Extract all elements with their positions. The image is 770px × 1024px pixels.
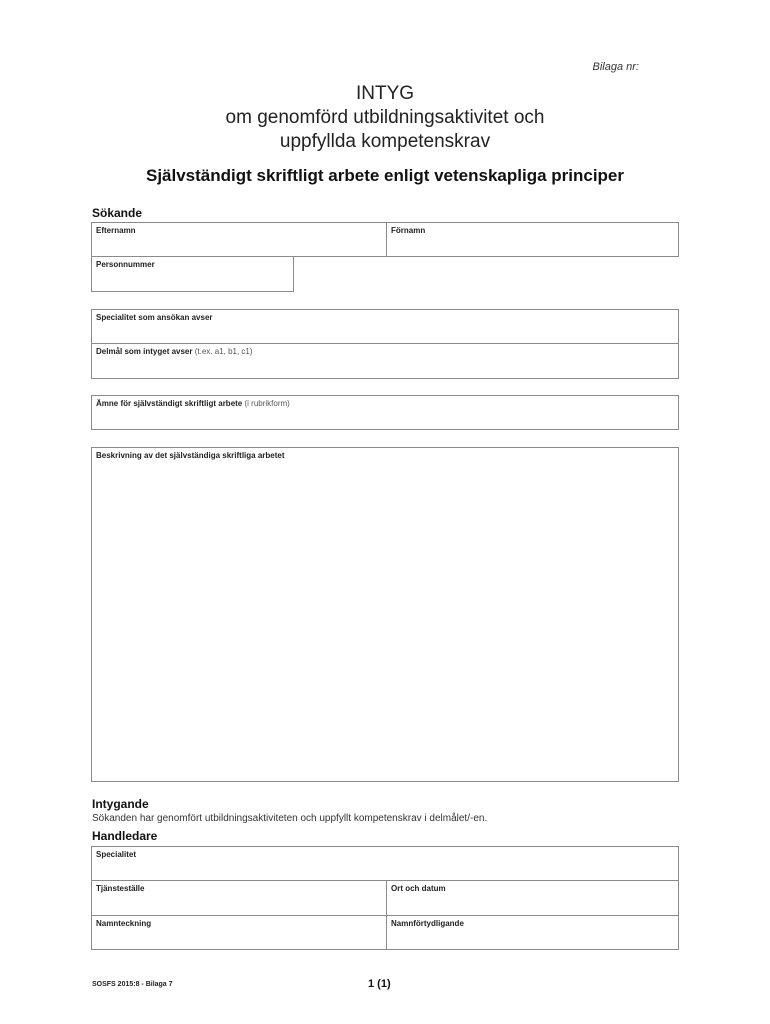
- personnummer-label: Personnummer: [96, 260, 155, 269]
- form-subtitle: Självständigt skriftligt arbete enligt vetenskapliga principer: [145, 166, 625, 185]
- efternamn-field[interactable]: [91, 222, 387, 257]
- efternamn-label: Efternamn: [96, 226, 136, 235]
- delmal-hint: (t.ex. a1, b1, c1): [194, 347, 253, 356]
- beskrivning-label: Beskrivning av det självständiga skriftliga arbetet: [96, 451, 285, 460]
- intygande-heading: Intygande: [92, 797, 149, 811]
- footer-reference: SOSFS 2015:8 - Bilaga 7: [92, 981, 173, 988]
- title-line-3: uppfyllda kompetenskrav: [279, 131, 491, 152]
- beskrivning-field[interactable]: [91, 447, 679, 782]
- bilaga-label: Bilaga nr:: [592, 61, 639, 73]
- tjanstestalle-field[interactable]: [91, 880, 387, 916]
- handledare-specialitet-field[interactable]: [91, 846, 679, 881]
- delmal-field[interactable]: [91, 343, 679, 379]
- title-line-2: om genomförd utbildningsaktivitet och: [225, 107, 545, 128]
- handledare-specialitet-label: Specialitet: [96, 850, 137, 859]
- amne-hint: (i rubrikform): [244, 399, 290, 408]
- ort-datum-field[interactable]: [386, 880, 679, 916]
- fornamn-label: Förnamn: [391, 226, 426, 235]
- handledare-heading: Handledare: [92, 829, 158, 843]
- ort-datum-label: Ort och datum: [391, 884, 446, 893]
- page-number: 1 (1): [368, 978, 391, 990]
- amne-label: [96, 399, 290, 408]
- tjanstestalle-label: Tjänsteställe: [96, 884, 145, 893]
- sokande-heading: Sökande: [92, 206, 143, 220]
- specialitet-label: Specialitet som ansökan avser: [96, 313, 213, 322]
- namnfortydligande-label: Namnförtydligande: [391, 919, 464, 928]
- intygande-text: Sökanden har genomfört utbildningsaktiviteten och uppfyllt kompetenskrav i delmålet/-en.: [92, 813, 488, 824]
- delmal-label: [96, 347, 253, 356]
- personnummer-field[interactable]: [91, 256, 294, 292]
- specialitet-field[interactable]: [91, 309, 679, 344]
- delmal-label-text: Delmål som intyget avser: [96, 347, 193, 356]
- title-line-1: INTYG: [355, 83, 415, 104]
- namnteckning-label: Namnteckning: [96, 919, 152, 928]
- amne-label-text: Ämne för självständigt skriftligt arbete: [96, 399, 243, 408]
- namnteckning-field[interactable]: [91, 915, 387, 950]
- namnfortydligande-field[interactable]: [386, 915, 679, 950]
- amne-field[interactable]: [91, 395, 679, 430]
- fornamn-field[interactable]: [386, 222, 679, 257]
